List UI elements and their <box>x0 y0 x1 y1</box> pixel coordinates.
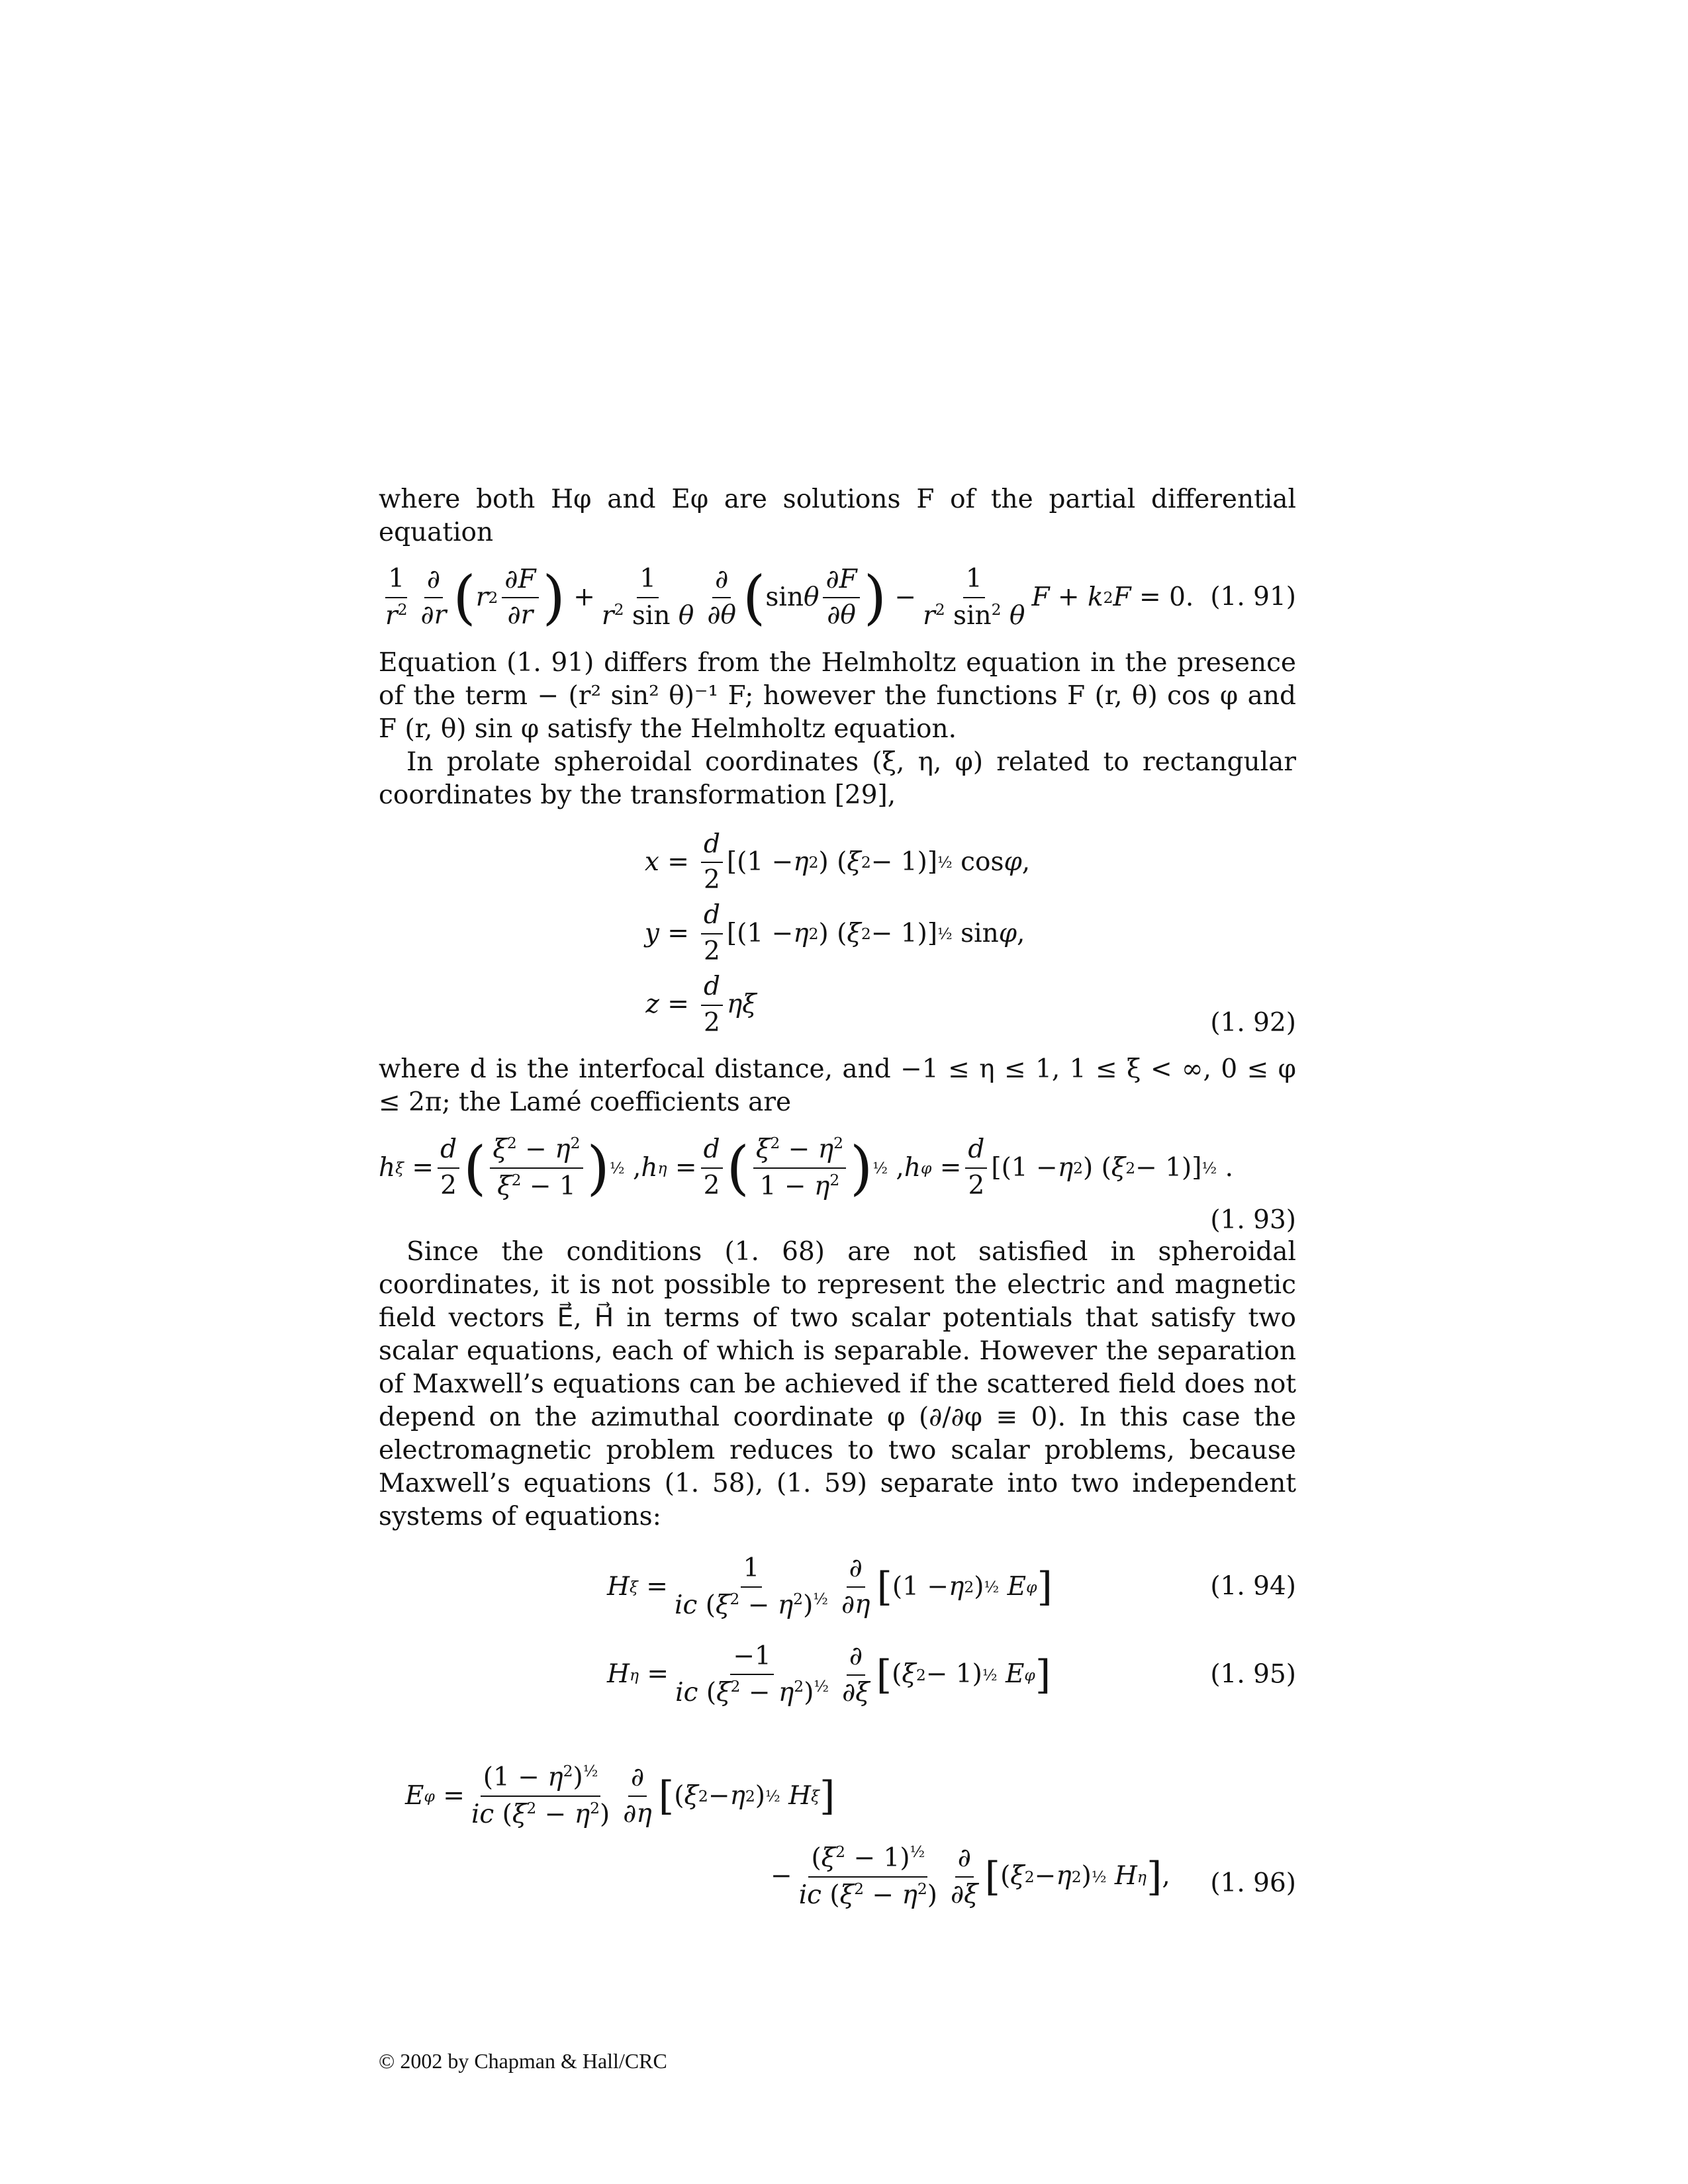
equation-number: (1. 91) <box>1210 582 1296 612</box>
equation-1-93: h ξ = $\frac{d}{2}$ ( $\frac{\xi^2 - \eta^2}{\xi^2 - 1}$ ) ½ , h η = $\frac{d}{2}$ ( $\frac{\xi^2 - \eta^2}{1 - \eta^2}$ ) ½ , h φ = $\frac{d}{2}$ [(1 − η 2 ) ( ξ 2 − 1)] ½ . <box>379 1134 1233 1203</box>
equation-number: (1. 96) <box>1210 1868 1296 1898</box>
equation-1-96: E φ = $\frac{(1 - \eta^2)^{\frac{1}{2}}}{ic (\xi^2 - \eta^2)}$ $\frac{\partial}{\partial\eta}$ [ ( ξ 2 − η 2 ) ½ H ξ ] − $\frac{(\xi^2 - 1)^{\frac{1}{2}}}{ic (\xi^2 - \eta^2)}$ $\frac{\partial}{\partial\xi}$ [ ( ξ 2 − η 2 ) ½ H η ] , (1. 96) <box>405 1762 1296 1910</box>
equation-1-91: $\frac{1}{r^2}$ $\frac{\partial}{\partial r}$ ( r 2 $\frac{\partial F}{\partial r}$ ) + $\frac{1}{r^2 \sin \theta}$ $\frac{\partial}{\partial\theta}$ ( sin θ $\frac{\partial F}{\partial\theta}$ ) − $\frac{1}{r^2 \sin^2 \theta}$ F + k 2 F = 0. (1. 91) <box>385 563 1296 632</box>
equation-1-92: x = $\frac{d}{2}$ [(1 − η 2 ) ( ξ 2 − 1)] ½ cos φ , y = $\frac{d}{2}$ [(1 − η 2 ) ( ξ 2 − 1)] ½ sin φ , z = $\frac{d}{2}$ ηξ (1. 92) <box>644 829 1296 1038</box>
equation-number: (1. 93) <box>1210 1205 1296 1235</box>
paragraph-prolate: In prolate spheroidal coordinates (ξ, η, φ) related to rectangular coordinates by the transformation [29], <box>379 747 1296 810</box>
paragraph-conditions: Since the conditions (1. 68) are not satisfied in spheroidal coordinates, it is not possible to represent the electric and magnetic field vectors E⃗, H⃗ in terms of two scalar potentials that satisfy two scalar equations, each of which is separable. However the separation of Maxwell’s equations can be achieved if the scattered field does not depend on the azimuthal coordinate φ (∂/∂φ ≡ 0). In this case the electromagnetic problem reduces to two scalar problems, because Maxwell’s equations (1. 58), (1. 59) separate into two independent systems of equations: <box>379 1236 1296 1531</box>
equation-number: (1. 92) <box>1210 1007 1296 1038</box>
paragraph-intro: where both Hφ and Eφ are solutions F of the partial differential equation <box>379 484 1296 547</box>
equation-number: (1. 94) <box>1210 1571 1296 1602</box>
equation-1-95: H η = $\frac{-1}{ic (\xi^2 - \eta^2)^{\frac{1}{2}}}$ $\frac{\partial}{\partial\xi}$ [ ( ξ 2 − 1) ½ E φ ] (1. 95) <box>607 1641 1296 1708</box>
equation-1-94: H ξ = $\frac{1}{ic (\xi^2 - \eta^2)^{\frac{1}{2}}}$ $\frac{\partial}{\partial\eta}$ [ (1 − η 2 ) ½ E φ ] (1. 94) <box>607 1553 1296 1620</box>
page-body <box>379 483 1296 1925</box>
copyright-footer: © 2002 by Chapman & Hall/CRC <box>379 2049 667 2073</box>
equation-number: (1. 95) <box>1210 1659 1296 1690</box>
paragraph-interfocal: where d is the interfocal distance, and −1 ≤ η ≤ 1, 1 ≤ ξ < ∞, 0 ≤ φ ≤ 2π; the Lamé coefficients are <box>379 1054 1296 1118</box>
paragraph-helmholtz: Equation (1. 91) differs from the Helmholtz equation in the presence of the term − (r² sin² θ)⁻¹ F; however the functions F (r, θ) cos φ and F (r, θ) sin φ satisfy the Helmholtz equation. <box>379 647 1296 744</box>
